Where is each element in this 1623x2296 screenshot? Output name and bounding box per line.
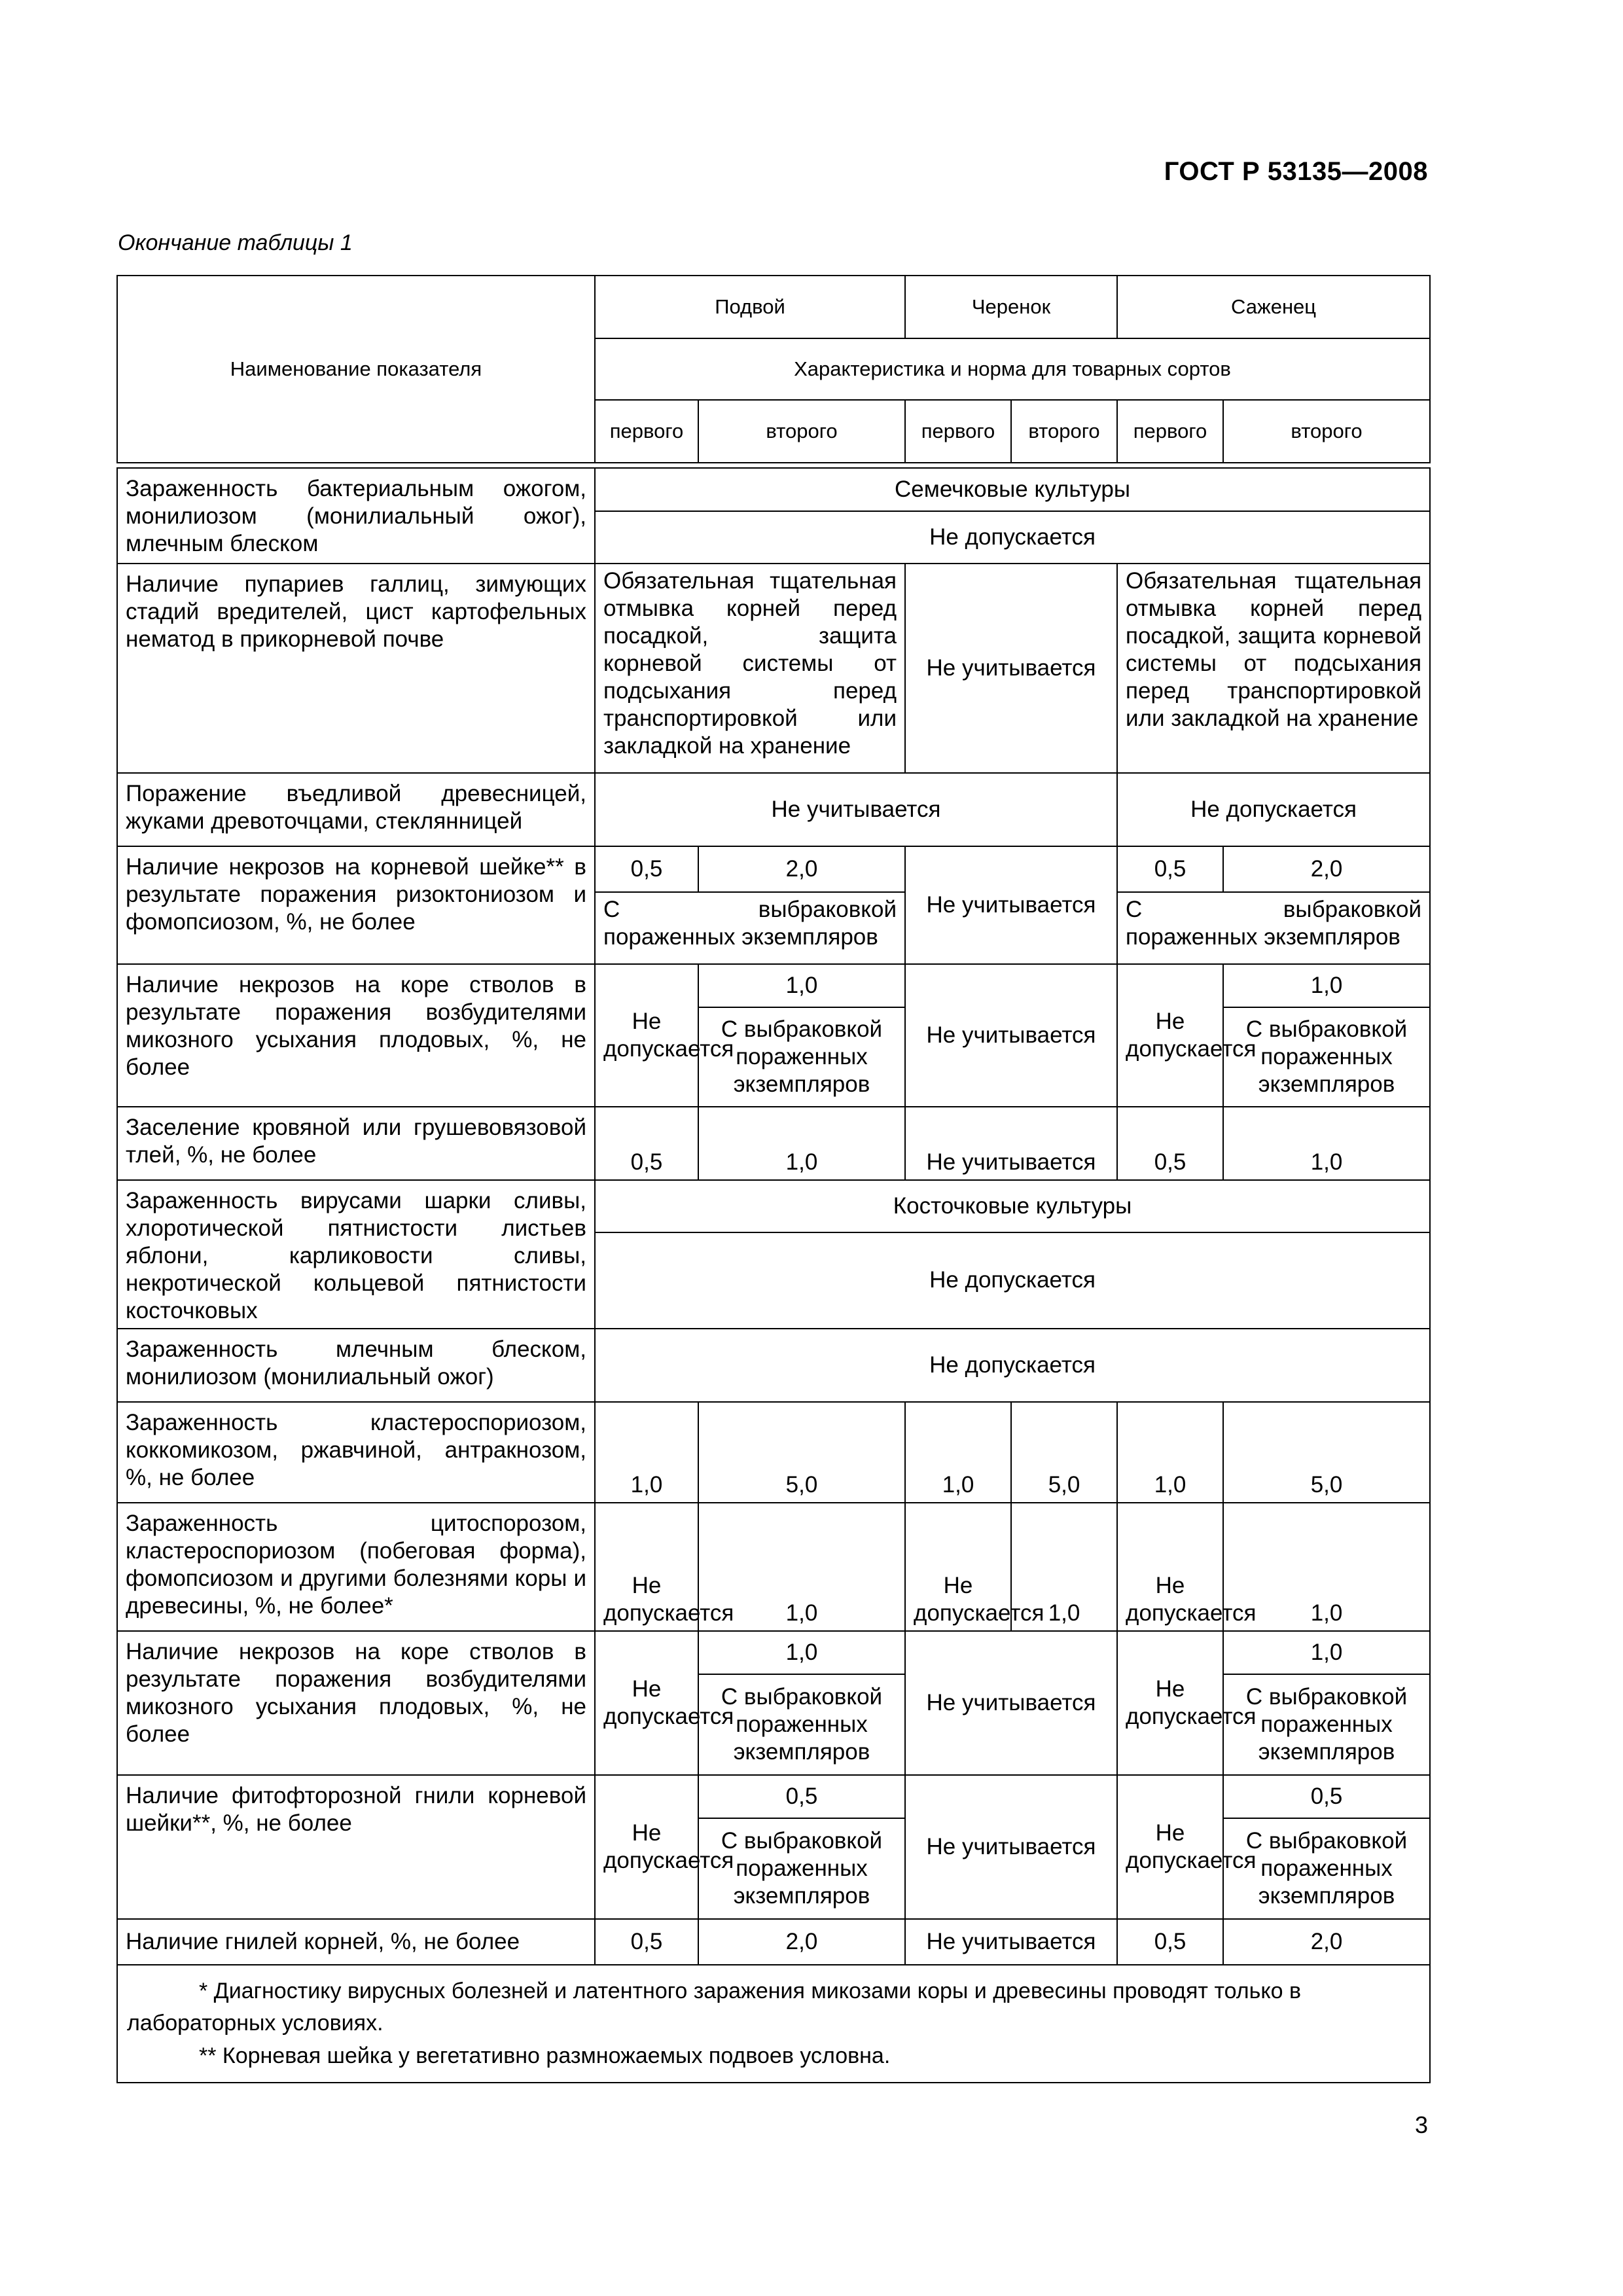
cell-value: Не учитывается <box>905 846 1117 964</box>
cell-value: 0,5 <box>1117 1919 1223 1965</box>
cell-value: 0,5 <box>1117 846 1223 892</box>
row-name: Наличие некрозов на коре стволов в результате поражения возбудителями микозного усыхания плодовых, %, не более <box>117 964 595 1107</box>
cell-value: Не допускается <box>1117 1503 1223 1631</box>
cell-value: 5,0 <box>1011 1402 1117 1503</box>
cell-value: Обязательная тщательная отмывка корней перед посадкой, защита корневой системы от подсыхания перед транспортировкой или закладкой на хранение <box>1117 564 1430 773</box>
row-name: Зараженность вирусами шарки сливы, хлоротической пятнистости листьев яблони, карликовости сливы, некротической кольцевой пятнистости косточковых <box>117 1180 595 1329</box>
cell-value: Не учитывается <box>905 1919 1117 1965</box>
row-name: Зараженность бактериальным ожогом, монилиозом (монилиальный ожог), млечным блеском <box>117 468 595 564</box>
row-name: Зараженность кластероспориозом, коккомикозом, ржавчиной, антракнозом, %, не более <box>117 1402 595 1503</box>
cell-value: 2,0 <box>1223 846 1430 892</box>
cell-value: 5,0 <box>698 1402 905 1503</box>
table-caption: Окончание таблицы 1 <box>118 230 353 255</box>
cell-value: Не допускается <box>595 1232 1430 1329</box>
row-name: Поражение въедливой древесницей, жуками древоточцами, стеклянницей <box>117 773 595 846</box>
row-name: Наличие пупариев галлиц, зимующих стадий вредителей, цист картофельных нематод в прикорневой почве <box>117 564 595 773</box>
footnote: ** Корневая шейка у вегетативно размножаемых подвоев условна. <box>199 2043 891 2068</box>
cell-value: С выбраковкой пораженных экземпляров <box>1223 1674 1430 1775</box>
row-name: Зараженность млечным блеском, монилиозом (монилиальный ожог) <box>117 1329 595 1402</box>
group-header-cutting: Черенок <box>905 276 1117 338</box>
cell-value: С выбраковкой пораженных экземпляров <box>1223 1007 1430 1107</box>
cell-value: 0,5 <box>595 1919 698 1965</box>
section-label-stone: Косточковые культуры <box>595 1180 1430 1232</box>
cell-value: 1,0 <box>1223 1503 1430 1631</box>
cell-value: Не допускается <box>1117 773 1430 846</box>
cell-value: Не учитывается <box>905 1107 1117 1180</box>
row-name: Наличие фитофторозной гнили корневой шейки**, %, не более <box>117 1775 595 1919</box>
standard-designation: ГОСТ Р 53135—2008 <box>1164 157 1428 186</box>
cell-value: Не допускается <box>595 511 1430 564</box>
cell-value: С выбраковкой пораженных экземпляров <box>698 1818 905 1919</box>
row-name: Заселение кровяной или грушевовязовой тлей, %, не более <box>117 1107 595 1180</box>
cell-value: 0,5 <box>595 846 698 892</box>
group-header-sapling: Саженец <box>1117 276 1430 338</box>
cell-value: Не учитывается <box>905 964 1117 1107</box>
group-header-rootstock: Подвой <box>595 276 905 338</box>
cell-value: Не учитывается <box>905 564 1117 773</box>
column-header-name: Наименование показателя <box>117 276 595 463</box>
footnote: * Диагностику вирусных болезней и латентного заражения микозами коры и древесины проводят только в лабораторных условиях. <box>127 1979 1302 2036</box>
cell-value: Не допускается <box>595 1631 698 1775</box>
cell-value: 0,5 <box>698 1775 905 1818</box>
cell-value: 5,0 <box>1223 1402 1430 1503</box>
cell-value: 1,0 <box>698 964 905 1007</box>
subheader-characteristic: Характеристика и норма для товарных сортов <box>595 338 1430 400</box>
cell-value: Не допускается <box>905 1503 1011 1631</box>
grade-header: второго <box>1223 400 1430 463</box>
grade-header: первого <box>595 400 698 463</box>
cell-value: Не учитывается <box>595 773 1117 846</box>
grade-header: второго <box>698 400 905 463</box>
cell-value: 1,0 <box>1223 964 1430 1007</box>
row-name: Наличие некрозов на коре стволов в результате поражения возбудителями микозного усыхания плодовых, %, не более <box>117 1631 595 1775</box>
cell-value: Не допускается <box>595 1329 1430 1402</box>
cell-value: 0,5 <box>1223 1775 1430 1818</box>
cell-value: 0,5 <box>1117 1107 1223 1180</box>
cell-value: 0,5 <box>595 1107 698 1180</box>
cell-value: С выбраковкой пораженных экземпляров <box>698 1674 905 1775</box>
cell-value: 2,0 <box>698 846 905 892</box>
cell-value: 1,0 <box>1223 1631 1430 1674</box>
requirements-table <box>116 275 1431 2083</box>
cell-value: 1,0 <box>905 1402 1011 1503</box>
cell-value: 1,0 <box>1117 1402 1223 1503</box>
cell-value: 1,0 <box>698 1107 905 1180</box>
cell-value: Не допускается <box>1117 964 1223 1107</box>
cell-value: 1,0 <box>698 1503 905 1631</box>
section-label-pome: Семечковые культуры <box>595 468 1430 511</box>
grade-header: первого <box>905 400 1011 463</box>
page-number: 3 <box>1414 2111 1428 2138</box>
cell-value: Не учитывается <box>905 1775 1117 1919</box>
grade-header: первого <box>1117 400 1223 463</box>
cell-value: Не допускается <box>1117 1631 1223 1775</box>
cell-value: 2,0 <box>1223 1919 1430 1965</box>
cell-value: 1,0 <box>1223 1107 1430 1180</box>
cell-value: Обязательная тщательная отмывка корней перед посадкой, защита корневой системы от подсыхания перед транспортировкой или закладкой на хранение <box>595 564 905 773</box>
cell-value: С выбраковкой пораженных экземпляров <box>595 892 905 964</box>
cell-value: Не учитывается <box>905 1631 1117 1775</box>
cell-value: Не допускается <box>595 1503 698 1631</box>
cell-value: Не допускается <box>1117 1775 1223 1919</box>
row-name: Зараженность цитоспорозом, кластероспориозом (побеговая форма), фомопсиозом и другими болезнями коры и древесины, %, не более* <box>117 1503 595 1631</box>
grade-header: второго <box>1011 400 1117 463</box>
table-footnotes <box>117 1965 1430 2083</box>
cell-value: С выбраковкой пораженных экземпляров <box>1117 892 1430 964</box>
cell-value: Не допускается <box>595 964 698 1107</box>
row-name: Наличие гнилей корней, %, не более <box>117 1919 595 1965</box>
cell-value: 1,0 <box>595 1402 698 1503</box>
cell-value: 1,0 <box>1011 1503 1117 1631</box>
cell-value: 2,0 <box>698 1919 905 1965</box>
cell-value: Не допускается <box>595 1775 698 1919</box>
cell-value: С выбраковкой пораженных экземпляров <box>1223 1818 1430 1919</box>
cell-value: С выбраковкой пораженных экземпляров <box>698 1007 905 1107</box>
row-name: Наличие некрозов на корневой шейке** в результате поражения ризоктониозом и фомопсиозом, %, не более <box>117 846 595 964</box>
cell-value: 1,0 <box>698 1631 905 1674</box>
